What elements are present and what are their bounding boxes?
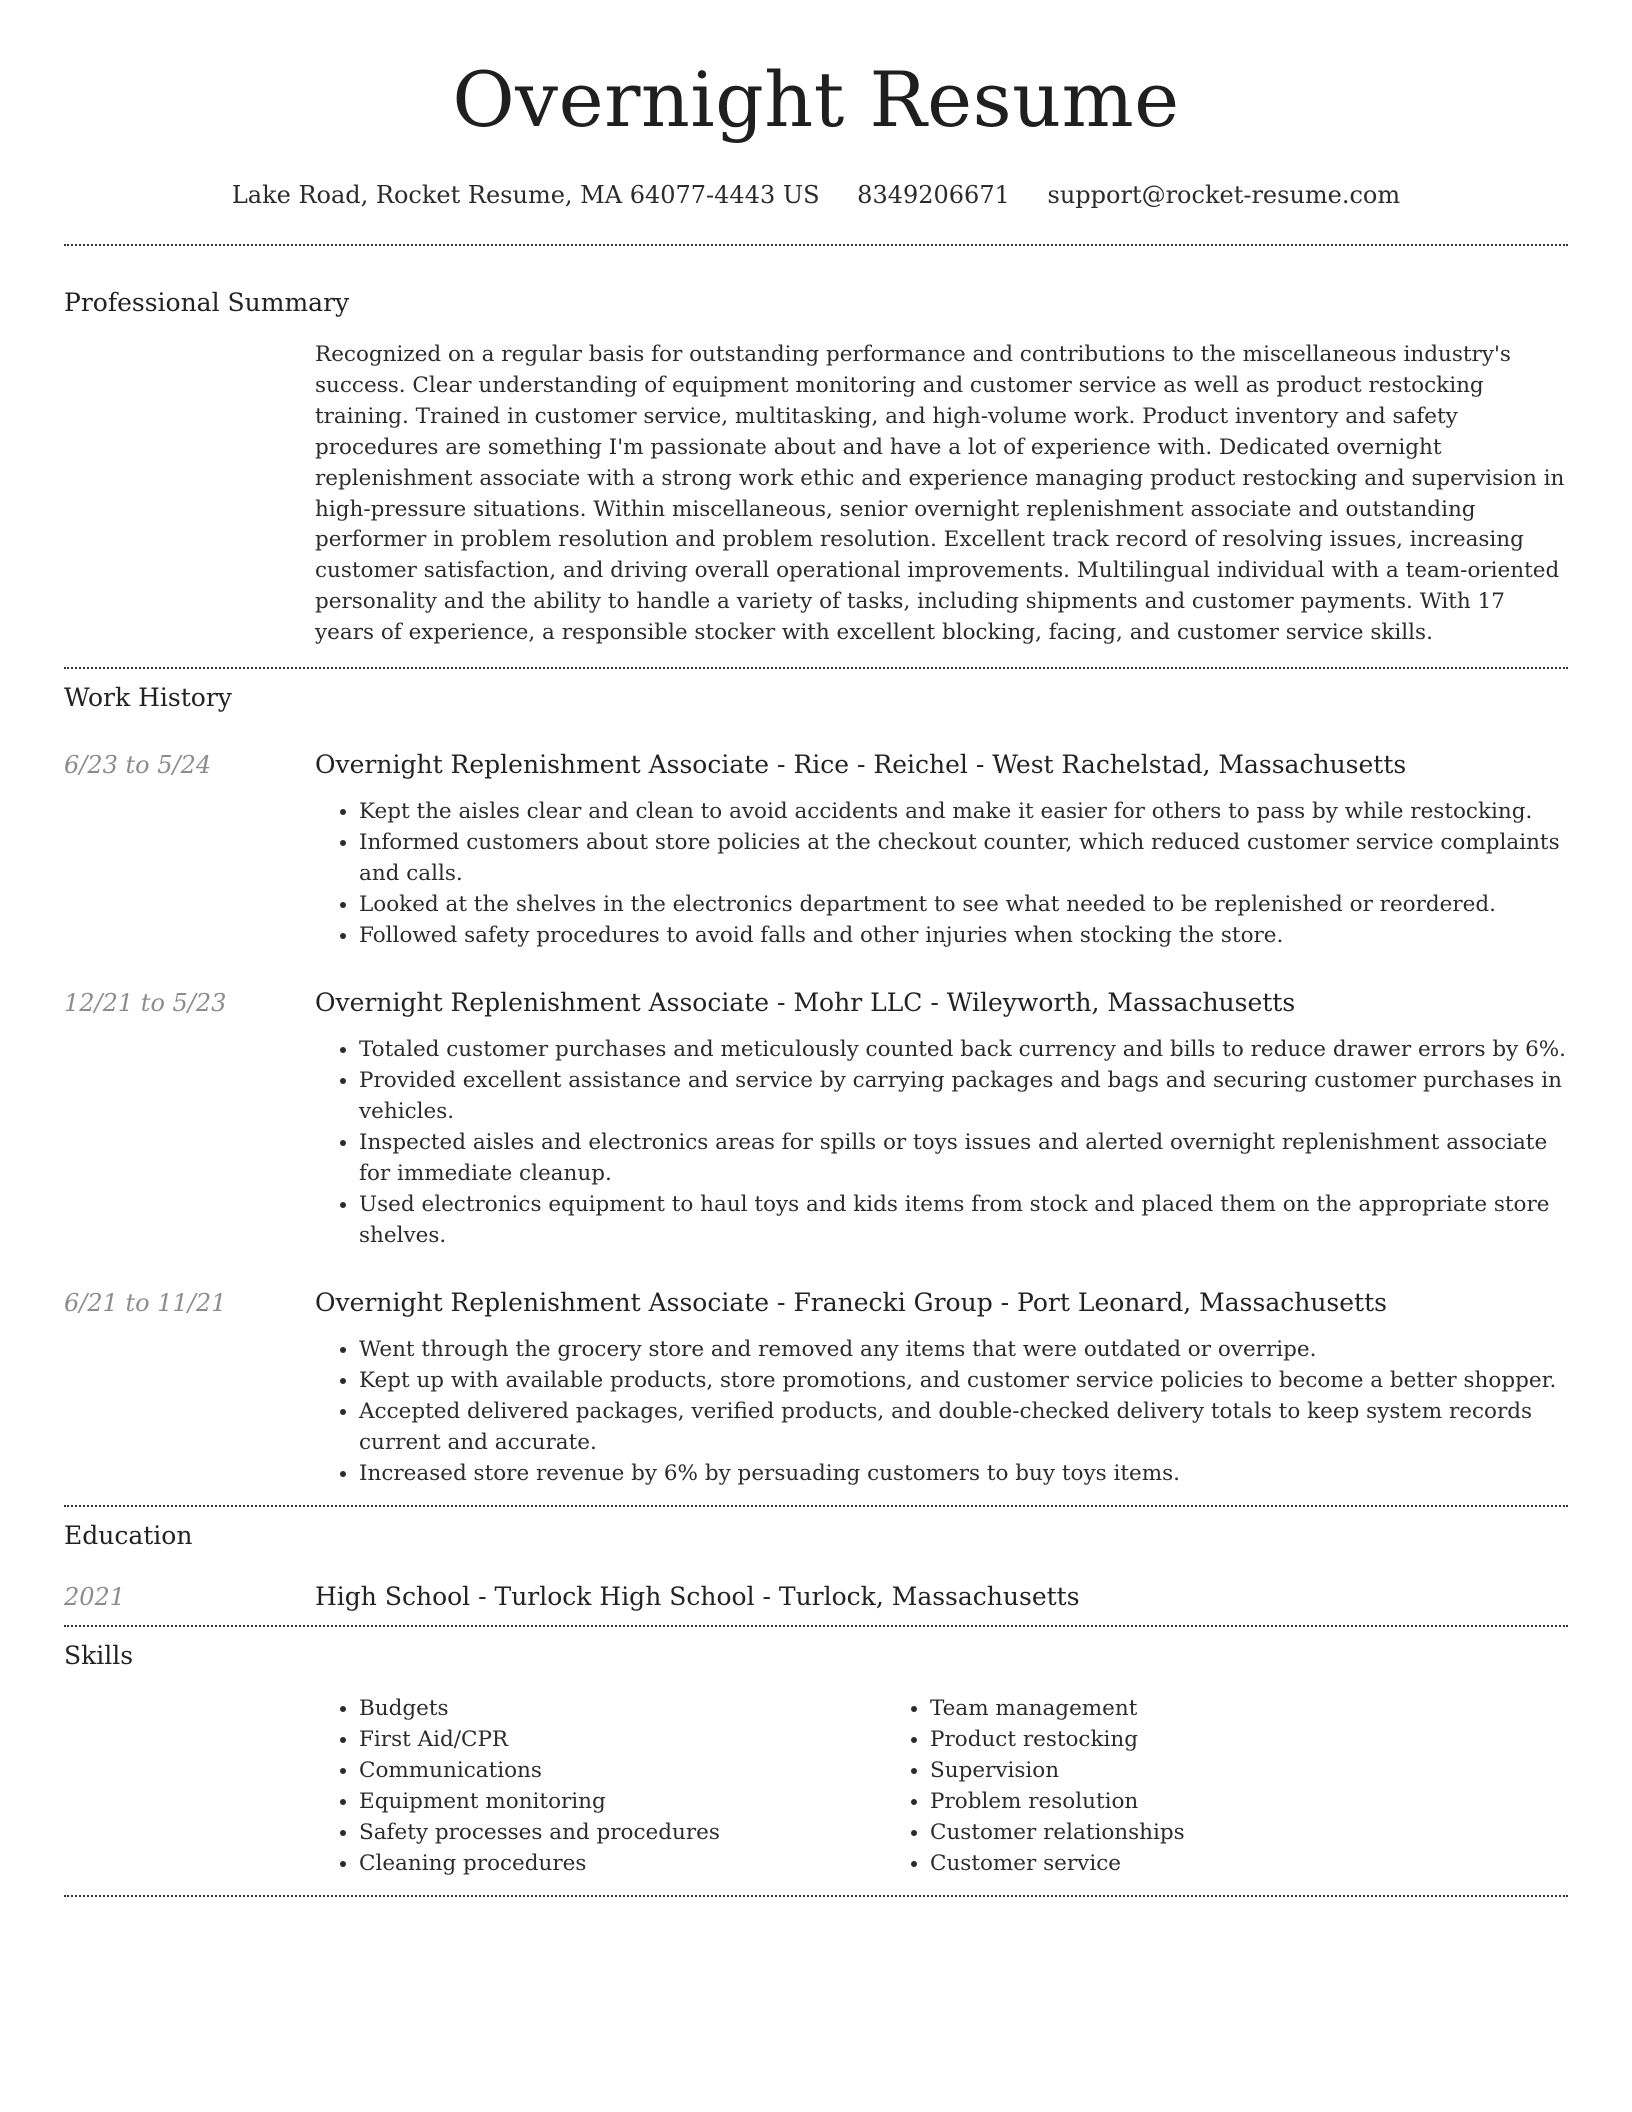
skill-item: • Supervision: [930, 1755, 1457, 1786]
job-dates: 12/21 to 5/23: [64, 989, 227, 1018]
education-year: 2021: [64, 1583, 126, 1612]
resume-header: [64, 0, 1568, 210]
skills-heading: Skills: [64, 1641, 134, 1671]
skills-columns: [315, 1693, 1568, 1879]
work-history-heading: Work History: [64, 683, 232, 713]
job-body: [315, 749, 1568, 951]
job-title: Overnight Replenishment Associate - Mohr LLC - Wileyworth, Massachusetts: [315, 988, 1296, 1018]
job-bullet: • Increased store revenue by 6% by persuading customers to buy toys items.: [359, 1458, 1568, 1489]
job-entry: [64, 987, 1568, 1251]
contact-address: Lake Road, Rocket Resume, MA 64077-4443 US: [231, 181, 820, 209]
education-section: [64, 1521, 1568, 1613]
job-bullets: [315, 1334, 1568, 1489]
job-bullet: • Accepted delivered packages, verified products, and double-checked delivery totals to keep system records current and accurate.: [359, 1396, 1568, 1458]
skills-section: [64, 1641, 1568, 1879]
job-bullet: • Looked at the shelves in the electronics department to see what needed to be replenished or reordered.: [359, 889, 1568, 920]
education-title: High School - Turlock High School - Turlock, Massachusetts: [315, 1582, 1080, 1612]
job-entry: [64, 1287, 1568, 1489]
job-bullet: • Informed customers about store policies at the checkout counter, which reduced customer service complaints and calls.: [359, 827, 1568, 889]
job-dates: 6/21 to 11/21: [64, 1289, 227, 1318]
skill-item: • Cleaning procedures: [359, 1848, 886, 1879]
skill-item: • Product restocking: [930, 1724, 1457, 1755]
skills-list-right: [886, 1693, 1457, 1879]
skill-item: • Customer service: [930, 1848, 1457, 1879]
job-title: Overnight Replenishment Associate - Franecki Group - Port Leonard, Massachusetts: [315, 1288, 1387, 1318]
contact-line: [64, 180, 1568, 210]
skill-item: • Problem resolution: [930, 1786, 1457, 1817]
summary-text: Recognized on a regular basis for outstanding performance and contributions to the miscellaneous industry's success. Clear understanding of equipment monitoring and customer service as well as product restocking training. Trained in customer service, multitasking, and high-volume work. Product inventory and safety procedures are something I'm passionate about and have a lot of experience with. Dedicated overnight replenishment associate with a strong work ethic and experience managing product restocking and supervision in high-pressure situations. Within miscellaneous, senior overnight replenishment associate and outstanding performer in problem resolution and problem resolution. Excellent track record of resolving issues, increasing customer satisfaction, and driving overall operational improvements. Multilingual individual with a team-oriented personality and the ability to handle a variety of tasks, including shipments and customer payments. With 17 years of experience, a responsible stocker with excellent blocking, facing, and customer service skills.: [315, 342, 1565, 646]
contact-email: support@rocket-resume.com: [1047, 181, 1401, 209]
job-bullets: [315, 796, 1568, 951]
skill-item: • Communications: [359, 1755, 886, 1786]
skill-item: • Safety processes and procedures: [359, 1817, 886, 1848]
job-bullet: • Used electronics equipment to haul toys and kids items from stock and placed them on the appropriate store shelves.: [359, 1189, 1568, 1251]
job-bullet: • Provided excellent assistance and service by carrying packages and bags and securing customer purchases in vehicles.: [359, 1065, 1568, 1127]
job-bullet: • Went through the grocery store and removed any items that were outdated or overripe.: [359, 1334, 1568, 1365]
education-entry: [64, 1581, 1568, 1613]
education-heading: Education: [64, 1521, 193, 1551]
summary-section: [64, 288, 1568, 649]
job-bullet: • Kept the aisles clear and clean to avoid accidents and make it easier for others to pass by while restocking.: [359, 796, 1568, 827]
section-divider: [64, 1505, 1568, 1507]
skills-list-left: [315, 1693, 886, 1879]
job-bullet: • Followed safety procedures to avoid falls and other injuries when stocking the store.: [359, 920, 1568, 951]
section-divider: [64, 244, 1568, 246]
job-dates: 6/23 to 5/24: [64, 751, 212, 780]
job-bullets: [315, 1034, 1568, 1251]
skill-item: • Equipment monitoring: [359, 1786, 886, 1817]
skill-item: • Team management: [930, 1693, 1457, 1724]
section-divider: [64, 1625, 1568, 1627]
skill-item: • Customer relationships: [930, 1817, 1457, 1848]
skill-item: • First Aid/CPR: [359, 1724, 886, 1755]
job-title: Overnight Replenishment Associate - Rice - Reichel - West Rachelstad, Massachusetts: [315, 750, 1407, 780]
summary-heading: Professional Summary: [64, 288, 350, 317]
job-body: [315, 1287, 1568, 1489]
contact-phone: 8349206671: [857, 181, 1010, 209]
job-bullet: • Totaled customer purchases and meticulously counted back currency and bills to reduce drawer errors by 6%.: [359, 1034, 1568, 1065]
job-entry: [64, 749, 1568, 951]
job-body: [315, 987, 1568, 1251]
section-divider: [64, 667, 1568, 669]
section-divider: [64, 1895, 1568, 1897]
work-history-section: [64, 683, 1568, 1489]
job-bullet: • Inspected aisles and electronics areas for spills or toys issues and alerted overnight replenishment associate for immediate cleanup.: [359, 1127, 1568, 1189]
resume-name: Overnight Resume: [452, 55, 1180, 144]
job-bullet: • Kept up with available products, store promotions, and customer service policies to become a better shopper.: [359, 1365, 1568, 1396]
skill-item: • Budgets: [359, 1693, 886, 1724]
